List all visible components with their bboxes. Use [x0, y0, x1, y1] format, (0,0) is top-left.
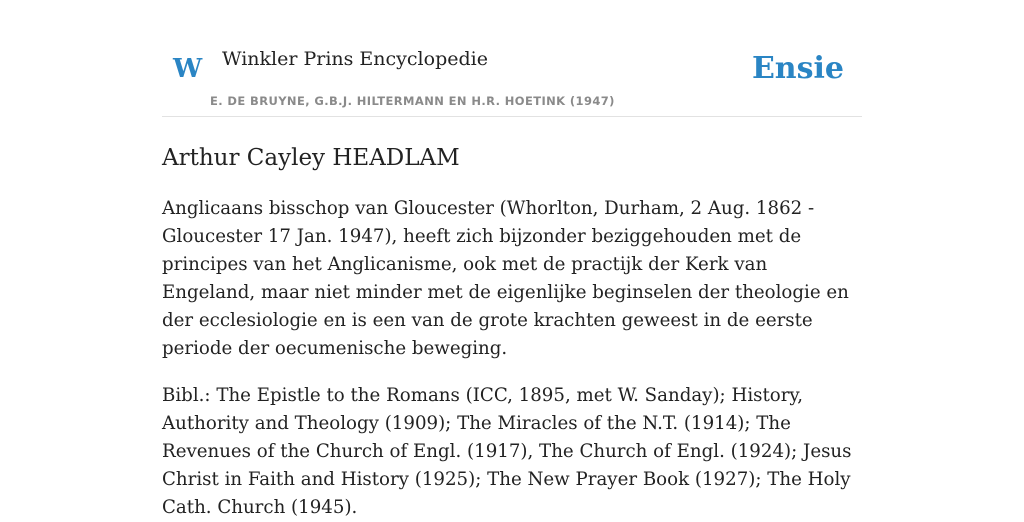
header	[162, 0, 862, 117]
winkler-prins-logo-icon[interactable]: W	[173, 54, 203, 84]
article-paragraph-bibliography: Bibl.: The Epistle to the Romans (ICC, 1895, met W. Sanday); History, Authority and Theology (1909); The Miracles of the N.T. (1914); The Revenues of the Church of Engl. (1917), The Church of Engl. (1924); Jesus Christ in Faith and History (1925); The New Prayer Book (1927); The Holy Cath. Church (1945).	[162, 385, 852, 518]
article-paragraph-description: Anglicaans bisschop van Gloucester (Whorlton, Durham, 2 Aug. 1862 - Gloucester 17 Jan. 1947), heeft zich bijzonder beziggehouden met de principes van het Anglicanisme, ook met de practijk der Kerk van Engeland, maar niet minder met de eigenlijke beginselen der theologie en der ecclesiologie en is een van de grote krachten geweest in de eerste periode der oecumenische beweging.	[162, 198, 849, 359]
page-container	[162, 0, 862, 522]
ensie-brand-link[interactable]: Ensie	[751, 51, 844, 86]
article-title: Arthur Cayley HEADLAM	[162, 145, 460, 171]
encyclopedia-title[interactable]: Winkler Prins Encyclopedie	[222, 48, 488, 70]
encyclopedia-authors: E. DE BRUYNE, G.B.J. HILTERMANN EN H.R. HOETINK (1947)	[210, 94, 615, 108]
